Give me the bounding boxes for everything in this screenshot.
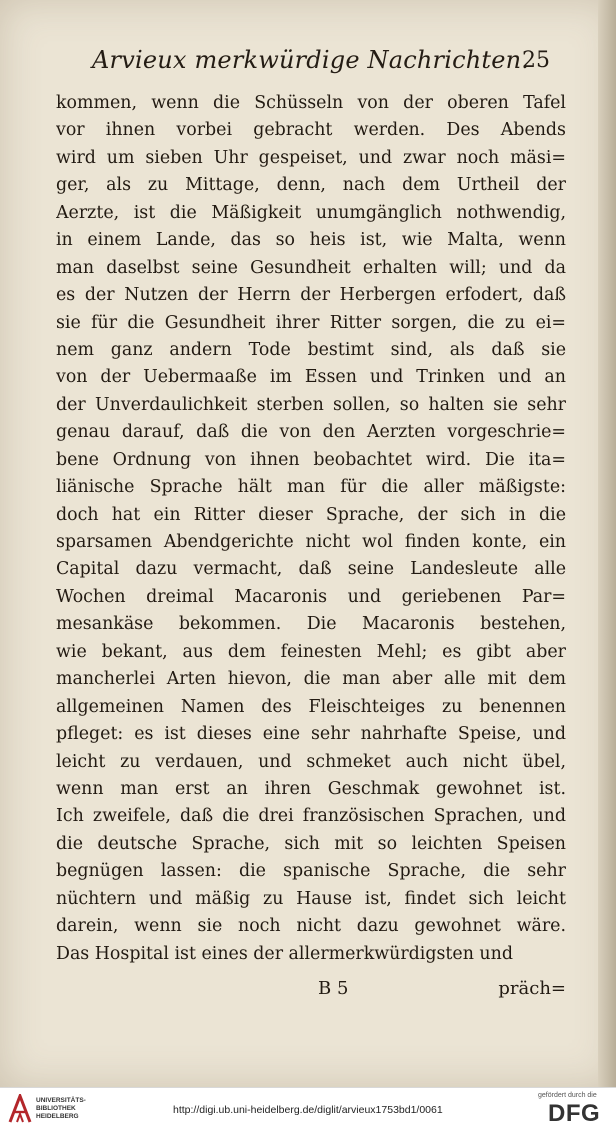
text-line: pfleget: es ist dieses eine sehr nahrhafte Speise, und	[56, 724, 566, 745]
text-line: sparsamen Abendgerichte nicht wol finden konte, ein	[56, 532, 566, 552]
text-line: Aerzte, ist die Mäßigkeit unumgänglich nothwendig,	[56, 202, 566, 223]
text-line: nem ganz andern Tode bestimt sind, als daß sie	[56, 339, 566, 360]
text-line: sie für die Gesundheit ihrer Ritter sorgen, die zu ei=	[56, 312, 566, 333]
text-line: begnügen lassen: die spanische Sprache, die sehr	[56, 861, 566, 882]
running-head	[0, 42, 616, 82]
dfg-logo-icon[interactable]: DFG	[548, 1100, 601, 1127]
text-line: genau darauf, daß die von den Aerzten vorgeschrie=	[56, 422, 566, 443]
text-line: der Unverdaulichkeit sterben sollen, so halten sie sehr	[56, 394, 566, 415]
text-line: mesankäse bekommen. Die Macaronis bestehen,	[56, 614, 566, 635]
text-line: darein, wenn sie noch nicht dazu gewohnet wäre.	[56, 916, 566, 937]
text-line: es der Nutzen der Herrn der Herbergen erfodert, daß	[56, 285, 566, 306]
text-line: doch hat ein Ritter dieser Sprache, der sich in die	[56, 504, 566, 525]
signature-mark: B 5	[318, 978, 349, 999]
text-line: liänische Sprache hält man für die aller mäßigste:	[56, 477, 566, 498]
text-line: mancherlei Arten hievon, die man aber alle mit dem	[56, 669, 566, 690]
university-library-logo-icon[interactable]	[8, 1094, 32, 1124]
library-name-line: UNIVERSITÄTS-	[36, 1097, 86, 1104]
text-line: ger, als zu Mittage, denn, nach dem Urtheil der	[56, 175, 566, 196]
library-name-line: HEIDELBERG	[36, 1113, 79, 1120]
text-line: bene Ordnung von ihnen beobachtet wird. Die ita=	[56, 449, 566, 470]
running-title: Arvieux merkwürdige Nachrichten.	[92, 46, 530, 74]
text-line: man daselbst seine Gesundheit erhalten will; und da	[56, 257, 566, 278]
text-line: kommen, wenn die Schüsseln von der oberen Tafel	[56, 93, 566, 113]
text-line: Capital dazu vermacht, daß seine Landesleute alle	[56, 559, 566, 580]
catchword: präch=	[498, 978, 566, 999]
digitization-footer	[0, 1087, 616, 1133]
text-line: wenn man erst an ihren Geschmak gewohnet ist.	[56, 778, 566, 799]
text-line: Das Hospital ist eines der allermerkwürdigsten und	[56, 943, 513, 964]
text-line: Ich zweifele, daß die drei französischen Sprachen, und	[56, 806, 566, 827]
text-line: Wochen dreimal Macaronis und geriebenen Par=	[56, 586, 566, 607]
body-text	[56, 90, 566, 968]
page-number: 25	[522, 48, 550, 73]
text-line: in einem Lande, das so heis ist, wie Malta, wenn	[56, 230, 566, 251]
page-footer	[56, 978, 566, 1008]
text-line: wird um sieben Uhr gespeiset, und zwar noch mäsi=	[56, 147, 566, 168]
text-line: die deutsche Sprache, sich mit so leichten Speisen	[56, 833, 566, 854]
text-line: von der Uebermaaße im Essen und Trinken und an	[56, 367, 566, 388]
text-line: allgemeinen Namen des Fleischteiges zu benennen	[56, 696, 566, 717]
text-line: wie bekant, aus dem feinesten Mehl; es gibt aber	[56, 641, 566, 662]
text-line: vor ihnen vorbei gebracht werden. Des Abends	[56, 120, 566, 141]
text-line: nüchtern und mäßig zu Hause ist, findet sich leicht	[56, 888, 566, 909]
page-edge	[598, 0, 616, 1087]
library-name[interactable]	[36, 1097, 126, 1121]
library-name-line: BIBLIOTHEK	[36, 1105, 76, 1112]
permalink-url[interactable]: http://digi.ub.uni-heidelberg.de/diglit/arvieux1753bd1/0061	[173, 1104, 443, 1116]
text-line: leicht zu verdauen, und schmeket auch nicht übel,	[56, 751, 566, 772]
funding-caption: gefördert durch die	[538, 1092, 597, 1099]
